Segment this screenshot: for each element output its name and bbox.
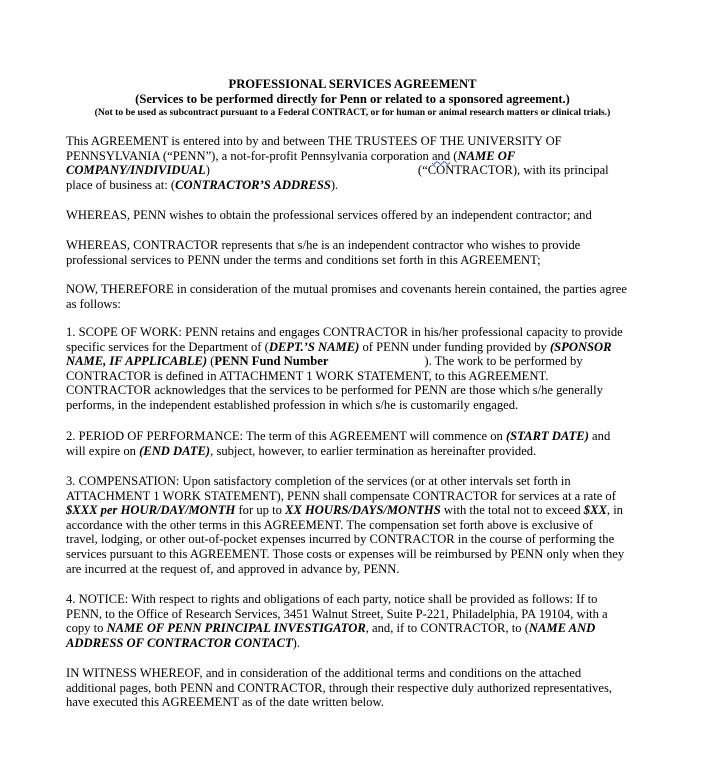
- compensation-section: [66, 474, 656, 576]
- intro-line-4: [66, 178, 656, 193]
- witness-line-3: have executed this AGREEMENT as of the date written below.: [66, 695, 384, 710]
- scope-line-2: [66, 340, 656, 355]
- scope-line-3: [66, 354, 656, 369]
- comp-text: for up to: [235, 503, 286, 518]
- notice-text: copy to: [66, 621, 107, 636]
- comp-line-2: ATTACHMENT 1 WORK STATEMENT), PENN shall compensate CONTRACTOR for services at a rate of: [66, 488, 616, 503]
- in-witness-paragraph: [66, 666, 656, 710]
- notice-line-1: 4. NOTICE: With respect to rights and obligations of each party, notice shall be provided as follows: If to: [66, 592, 598, 606]
- sponsor-placeholder: (SPONSOR: [549, 339, 612, 354]
- scope-text: (: [207, 354, 215, 369]
- total-placeholder: $XX: [583, 503, 607, 518]
- notice-text: , and, if to CONTRACTOR, to (: [365, 621, 529, 636]
- scope-line-4: CONTRACTOR is defined in ATTACHMENT 1 WORK STATEMENT, to this AGREEMENT.: [66, 368, 549, 383]
- scope-of-work-section: [66, 325, 656, 413]
- notice-line-4: [66, 636, 656, 651]
- comp-line-6: services pursuant to this AGREEMENT. Those costs or expenses will be reimbursed by PENN only when they: [66, 546, 625, 561]
- scope-text: specific services for the Department of (: [66, 339, 269, 354]
- whereas-2-line-1: WHEREAS, CONTRACTOR represents that s/he is an independent contractor who wishes to provide: [66, 238, 581, 252]
- period-of-performance-section: [66, 429, 656, 458]
- intro-line-3: [66, 163, 656, 178]
- now-therefore-line-2: as follows:: [66, 296, 121, 311]
- notice-text: ).: [292, 635, 300, 650]
- whereas-2-line-2: professional services to PENN under the terms and conditions set forth in this AGREEMENT;: [66, 252, 541, 267]
- contractor-contact-placeholder-2: ADDRESS OF CONTRACTOR CONTACT: [66, 635, 293, 650]
- scope-line-1: 1. SCOPE OF WORK: PENN retains and engages CONTRACTOR in his/her professional capacity to provide: [66, 325, 623, 339]
- comp-line-7: are incurred at the request of, and approved in advance by, PENN.: [66, 561, 400, 576]
- comp-line-4: accordance with the other terms in this AGREEMENT. The compensation set forth above is exclusive of: [66, 517, 593, 532]
- scope-text: ). The work to be performed by: [424, 354, 583, 369]
- intro-text: ): [205, 163, 210, 178]
- whereas-paragraph-1: [66, 208, 656, 223]
- intro-text: PENNSYLVANIA (“PENN”), a not-for-profit Pennsylvania corporation: [66, 148, 429, 163]
- sponsor-placeholder-2: NAME, IF APPLICABLE): [66, 354, 208, 369]
- now-therefore-line-1: NOW, THEREFORE in consideration of the mutual promises and covenants herein contained, the parties agree: [66, 282, 627, 296]
- witness-line-2: additional pages, both PENN and CONTRACTOR, through their respective duly authorized representatives,: [66, 680, 613, 695]
- comp-text: with the total not to exceed: [440, 503, 584, 518]
- witness-line-1: IN WITNESS WHEREOF, and in consideration of the additional terms and conditions on the attached: [66, 666, 582, 680]
- comp-text: , in: [606, 503, 623, 518]
- notice-line-2: PENN, to the Office of Research Services, 3451 Walnut Street, Suite P-221, Philadelphia, PA 19104, with a: [66, 606, 608, 621]
- comp-line-1: 3. COMPENSATION: Upon satisfactory completion of the services (or at other intervals set forth in: [66, 474, 571, 488]
- scope-text: of PENN under funding provided by: [359, 339, 550, 354]
- period-line-1: [66, 429, 656, 444]
- contractor-address-placeholder: CONTRACTOR’S ADDRESS: [175, 177, 331, 192]
- intro-text: (“CONTRACTOR), with its principal: [417, 163, 609, 178]
- fund-number-label: PENN Fund Number: [214, 354, 329, 369]
- period-line-2: [66, 444, 656, 459]
- intro-text: place of business at: (: [66, 177, 176, 192]
- end-date-placeholder: (END DATE): [139, 443, 211, 458]
- contractor-contact-placeholder: NAME AND: [528, 621, 596, 636]
- principal-investigator-placeholder: NAME OF PENN PRINCIPAL INVESTIGATOR: [106, 621, 366, 636]
- whereas-paragraph-2: [66, 238, 656, 267]
- document-subtitle: (Services to be performed directly for Penn or related to a sponsored agreement.): [135, 92, 570, 106]
- company-name-placeholder-2: COMPANY/INDIVIDUAL: [66, 163, 206, 178]
- rate-placeholder: $XXX per HOUR/DAY/MONTH: [66, 503, 236, 518]
- start-date-placeholder: (START DATE): [505, 429, 589, 443]
- spellcheck-word: and: [431, 148, 451, 163]
- intro-text: ).: [330, 177, 339, 192]
- notice-section: [66, 592, 656, 650]
- notice-line-3: [66, 621, 656, 636]
- whereas-1-line: WHEREAS, PENN wishes to obtain the professional services offered by an independent contractor; and: [66, 208, 592, 222]
- company-name-placeholder: NAME OF: [457, 148, 516, 163]
- document-title: PROFESSIONAL SERVICES AGREEMENT: [228, 77, 477, 91]
- now-therefore-paragraph: [66, 282, 656, 311]
- intro-line-1: This AGREEMENT is entered into by and between THE TRUSTEES OF THE UNIVERSITY OF: [66, 134, 562, 148]
- scope-line-5: CONTRACTOR acknowledges that the services to be performed for PENN are those which s/he generally: [66, 383, 603, 398]
- intro-line-2: [66, 149, 656, 164]
- comp-line-5: travel, lodging, or other out-of-pocket expenses incurred by CONTRACTOR in the course of performing the: [66, 532, 615, 547]
- document-note: (Not to be used as subcontract pursuant to a Federal CONTRACT, or for human or animal research matters or clinical trials.): [94, 107, 611, 118]
- hours-placeholder: XX HOURS/DAYS/MONTHS: [285, 503, 441, 518]
- period-text: , subject, however, to earlier termination as hereinafter provided.: [210, 443, 537, 458]
- intro-text: (: [450, 148, 458, 163]
- period-text: and: [588, 429, 611, 443]
- department-placeholder: DEPT.’S NAME): [268, 339, 360, 354]
- period-text: will expire on: [66, 443, 140, 458]
- comp-line-3: [66, 503, 656, 518]
- period-text: 2. PERIOD OF PERFORMANCE: The term of this AGREEMENT will commence on: [66, 429, 506, 443]
- scope-line-6: performs, in the independent established profession in which s/he is customarily engaged.: [66, 397, 519, 412]
- intro-paragraph: [66, 134, 656, 192]
